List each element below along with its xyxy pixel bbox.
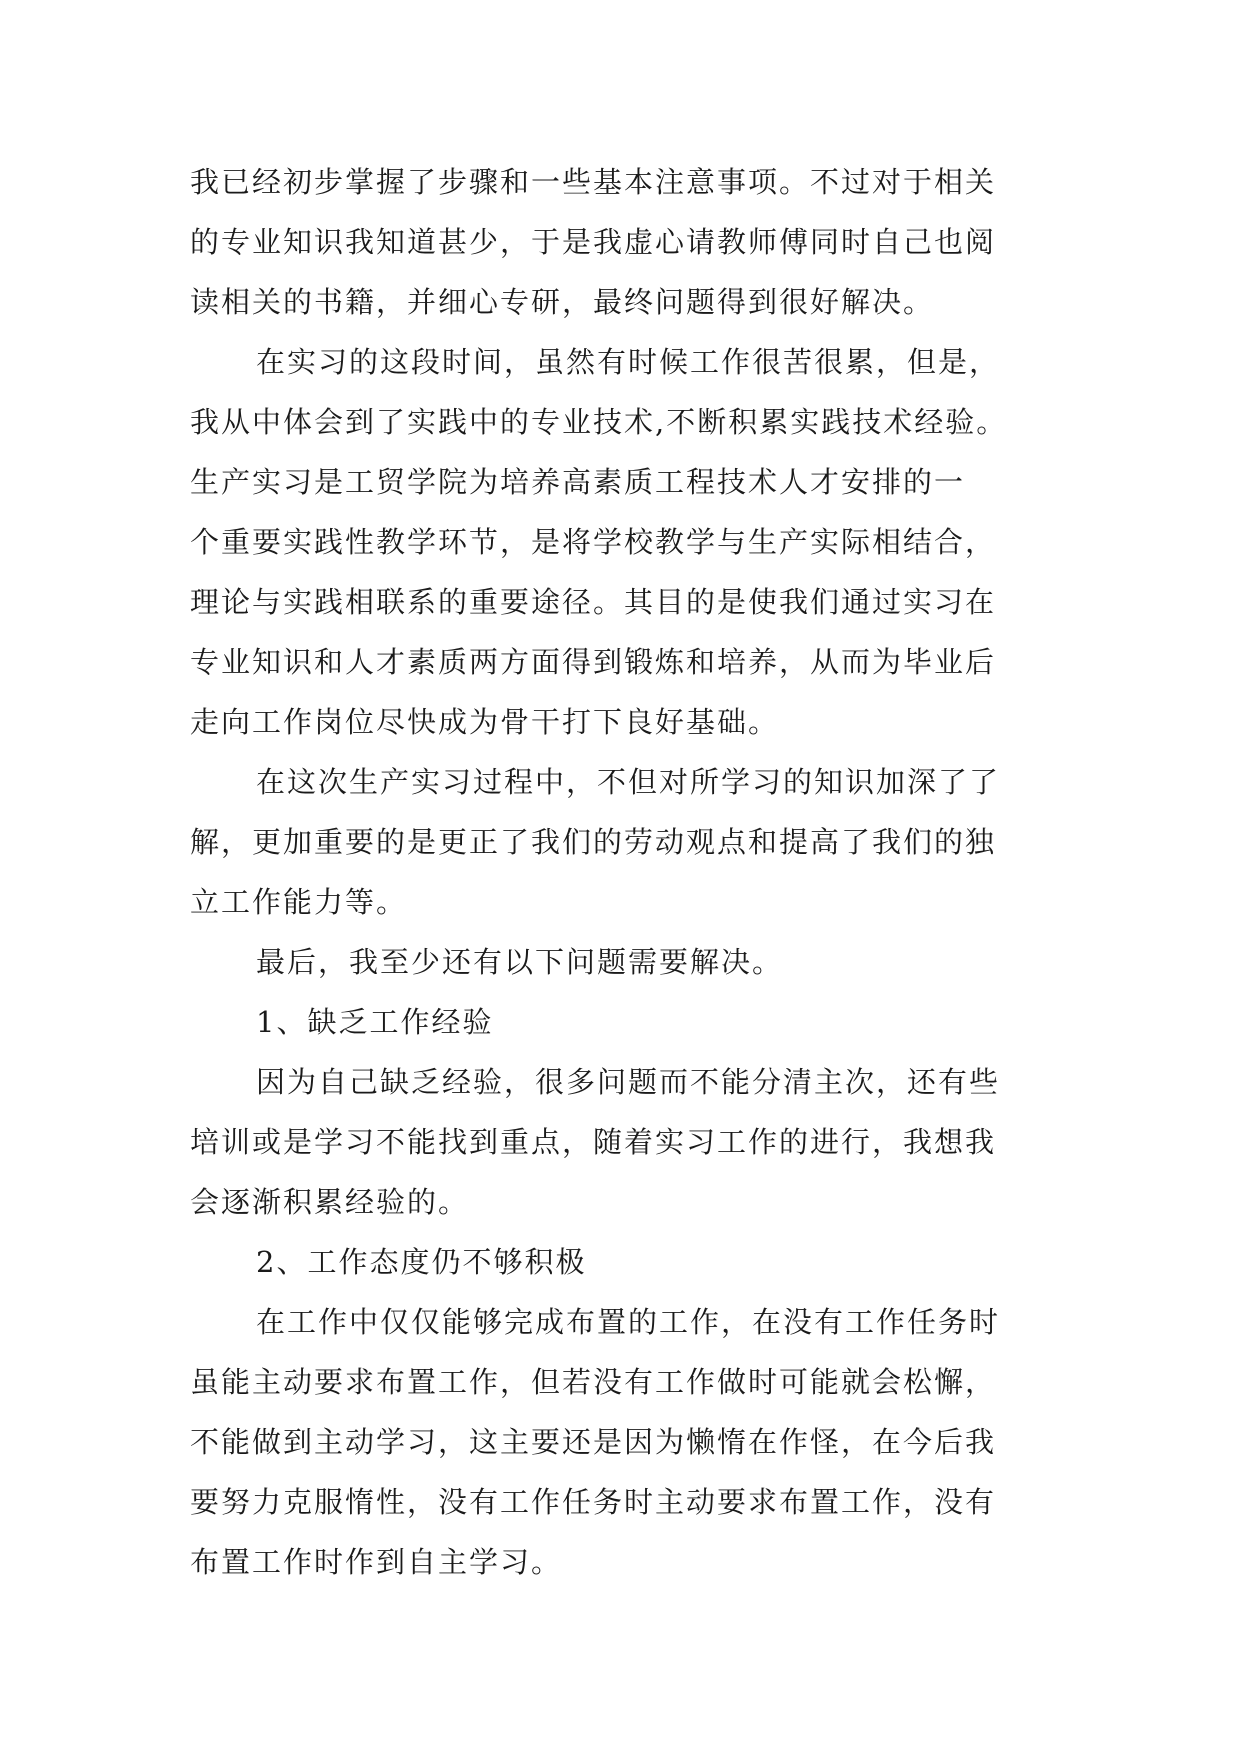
text-line: 走向工作岗位尽快成为骨干打下良好基础。 — [190, 705, 780, 739]
text-line: 立工作能力等。 — [190, 885, 408, 919]
text-line: 最后，我至少还有以下问题需要解决。 — [256, 945, 784, 979]
text-line: 不能做到主动学习，这主要还是因为懒惰在作怪，在今后我 — [190, 1425, 997, 1459]
text-line: 生产实习是工贸学院为培养高素质工程技术人才安排的一 — [190, 465, 966, 499]
text-line: 的专业知识我知道甚少，于是我虚心请教师傅同时自己也阅 — [190, 225, 997, 259]
text-line: 理论与实践相联系的重要途径。其目的是使我们通过实习在 — [190, 585, 997, 619]
text-line: 要努力克服惰性，没有工作任务时主动要求布置工作，没有 — [190, 1485, 997, 1519]
text-line: 我已经初步掌握了步骤和一些基本注意事项。不过对于相关 — [190, 165, 997, 199]
text-line: 在实习的这段时间，虽然有时候工作很苦很累，但是， — [256, 345, 1001, 379]
document-body — [190, 152, 1070, 1592]
text-line: 专业知识和人才素质两方面得到锻炼和培养，从而为毕业后 — [190, 645, 997, 679]
text-line: 个重要实践性教学环节，是将学校教学与生产实际相结合， — [190, 525, 997, 559]
text-line: 1、缺乏工作经验 — [256, 1005, 494, 1039]
text-line: 读相关的书籍，并细心专研，最终问题得到很好解决。 — [190, 285, 935, 319]
text-line: 培训或是学习不能找到重点，随着实习工作的进行，我想我 — [190, 1125, 997, 1159]
text-line: 我从中体会到了实践中的专业技术,不断积累实践技术经验。 — [190, 405, 1008, 439]
text-line: 因为自己缺乏经验，很多问题而不能分清主次，还有些 — [256, 1065, 1001, 1099]
text-line: 虽能主动要求布置工作，但若没有工作做时可能就会松懈， — [190, 1365, 997, 1399]
text-line: 解，更加重要的是更正了我们的劳动观点和提高了我们的独 — [190, 825, 997, 859]
text-line: 在这次生产实习过程中，不但对所学习的知识加深了了 — [256, 765, 1001, 799]
text-line: 会逐渐积累经验的。 — [190, 1185, 470, 1219]
text-line: 在工作中仅仅能够完成布置的工作，在没有工作任务时 — [256, 1305, 1001, 1339]
text-line: 2、工作态度仍不够积极 — [256, 1245, 587, 1279]
text-line: 布置工作时作到自主学习。 — [190, 1545, 563, 1579]
